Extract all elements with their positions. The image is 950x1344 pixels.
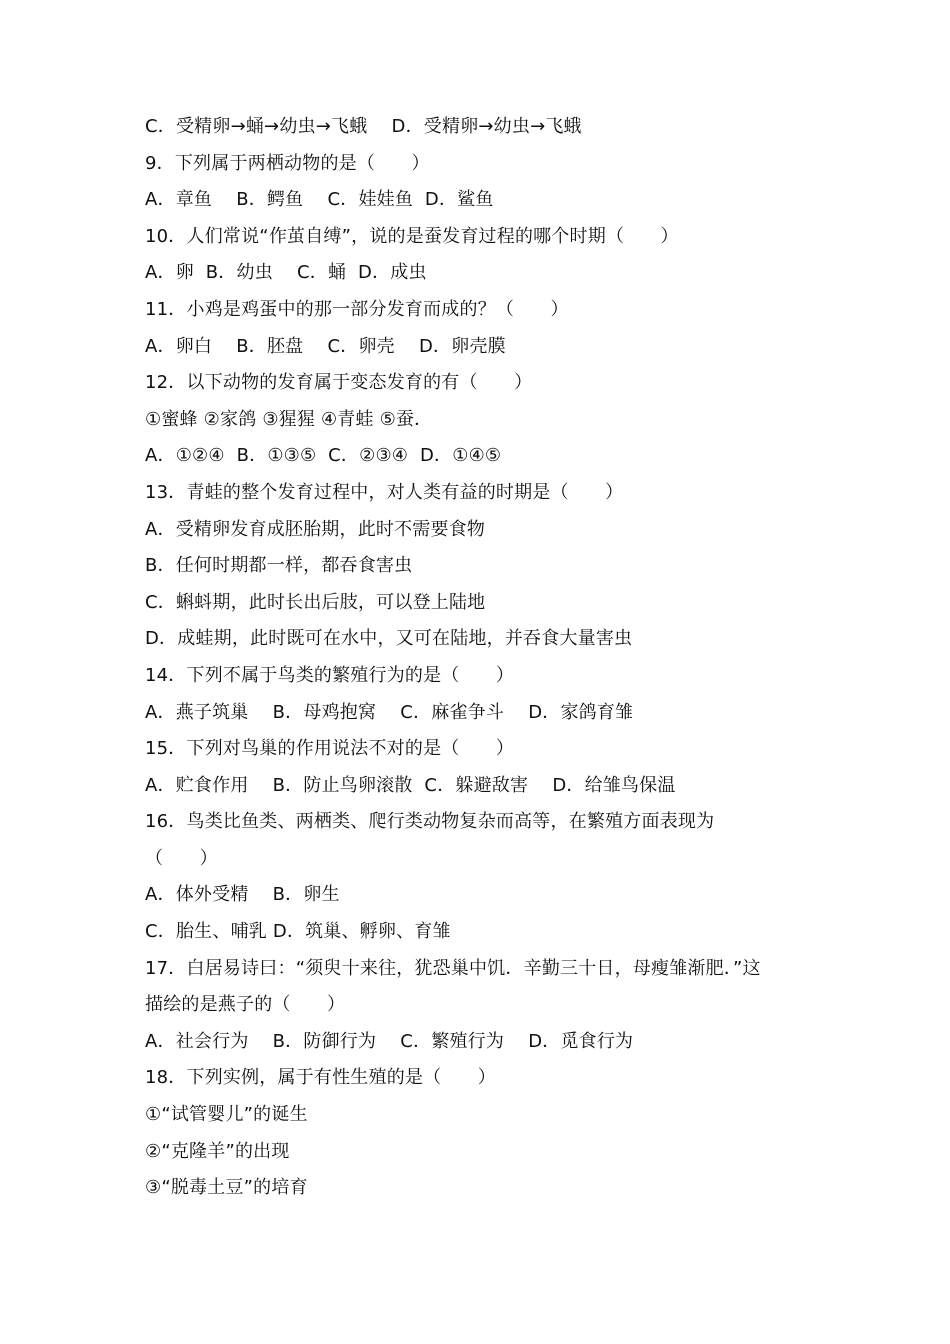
question-11: 11．小鸡是鸡蛋中的那一部分发育而成的？（ ） [145, 298, 569, 320]
question-15: 15．下列对鸟巢的作用说法不对的是（ ） [145, 738, 515, 760]
options-q15: A．贮食作用 B．防止鸟卵滚散 C．躲避敌害 D．给雏鸟保温 [145, 774, 676, 796]
question-9: 9．下列属于两栖动物的是（ ） [145, 152, 430, 174]
question-17-cont: 描绘的是燕子的（ ） [145, 994, 346, 1016]
question-16-cont: （ ） [145, 847, 218, 869]
question-18-item-2: ②“克隆羊”的出现 [145, 1140, 290, 1162]
option-q13-b: B．任何时期都一样，都吞食害虫 [145, 555, 413, 577]
option-q13-a: A．受精卵发育成胚胎期，此时不需要食物 [145, 518, 486, 540]
option-q13-c: C．蝌蚪期，此时长出后肢，可以登上陆地 [145, 591, 486, 613]
question-12-items: ①蜜蜂 ②家鸽 ③猩猩 ④青蛙 ⑤蚕． [145, 408, 433, 430]
options-q12: A．①②④ B．①③⑤ C．②③④ D．①④⑤ [145, 445, 502, 467]
question-10: 10．人们常说“作茧自缚”，说的是蚕发育过程的哪个时期（ ） [145, 225, 679, 247]
options-q17: A．社会行为 B．防御行为 C．繁殖行为 D．觅食行为 [145, 1030, 634, 1052]
question-18-item-1: ①“试管婴儿”的诞生 [145, 1104, 308, 1126]
options-q10: A．卵 B．幼虫 C．蛹 D．成虫 [145, 262, 427, 284]
options-q16-cd: C．胎生、哺乳 D．筑巢、孵卵、育雏 [145, 921, 451, 943]
question-text-block [145, 109, 815, 1207]
question-18-item-3: ③“脱毒土豆”的培育 [145, 1177, 308, 1199]
question-17: 17．白居易诗曰：“须臾十来往，犹恐巢中饥．辛勤三十日，母瘦雏渐肥．”这 [145, 957, 761, 979]
question-16: 16．鸟类比鱼类、两栖类、爬行类动物复杂而高等，在繁殖方面表现为 [145, 811, 715, 833]
question-18: 18．下列实例，属于有性生殖的是（ ） [145, 1067, 496, 1089]
question-13: 13．青蛙的整个发育过程中，对人类有益的时期是（ ） [145, 481, 624, 503]
question-12: 12．以下动物的发育属于变态发育的有（ ） [145, 372, 533, 394]
options-q14: A．燕子筑巢 B．母鸡抱窝 C．麻雀争斗 D．家鸽育雏 [145, 701, 634, 723]
option-line-q8-cd: C．受精卵→蛹→幼虫→飞蛾 D．受精卵→幼虫→飞蛾 [145, 116, 582, 137]
option-q13-d: D．成蛙期，此时既可在水中，又可在陆地，并吞食大量害虫 [145, 628, 633, 650]
question-14: 14．下列不属于鸟类的繁殖行为的是（ ） [145, 664, 515, 686]
options-q9: A．章鱼 B．鳄鱼 C．娃娃鱼 D．鲨鱼 [145, 189, 494, 211]
options-q16-ab: A．体外受精 B．卵生 [145, 884, 340, 906]
options-q11: A．卵白 B．胚盘 C．卵壳 D．卵壳膜 [145, 335, 506, 357]
